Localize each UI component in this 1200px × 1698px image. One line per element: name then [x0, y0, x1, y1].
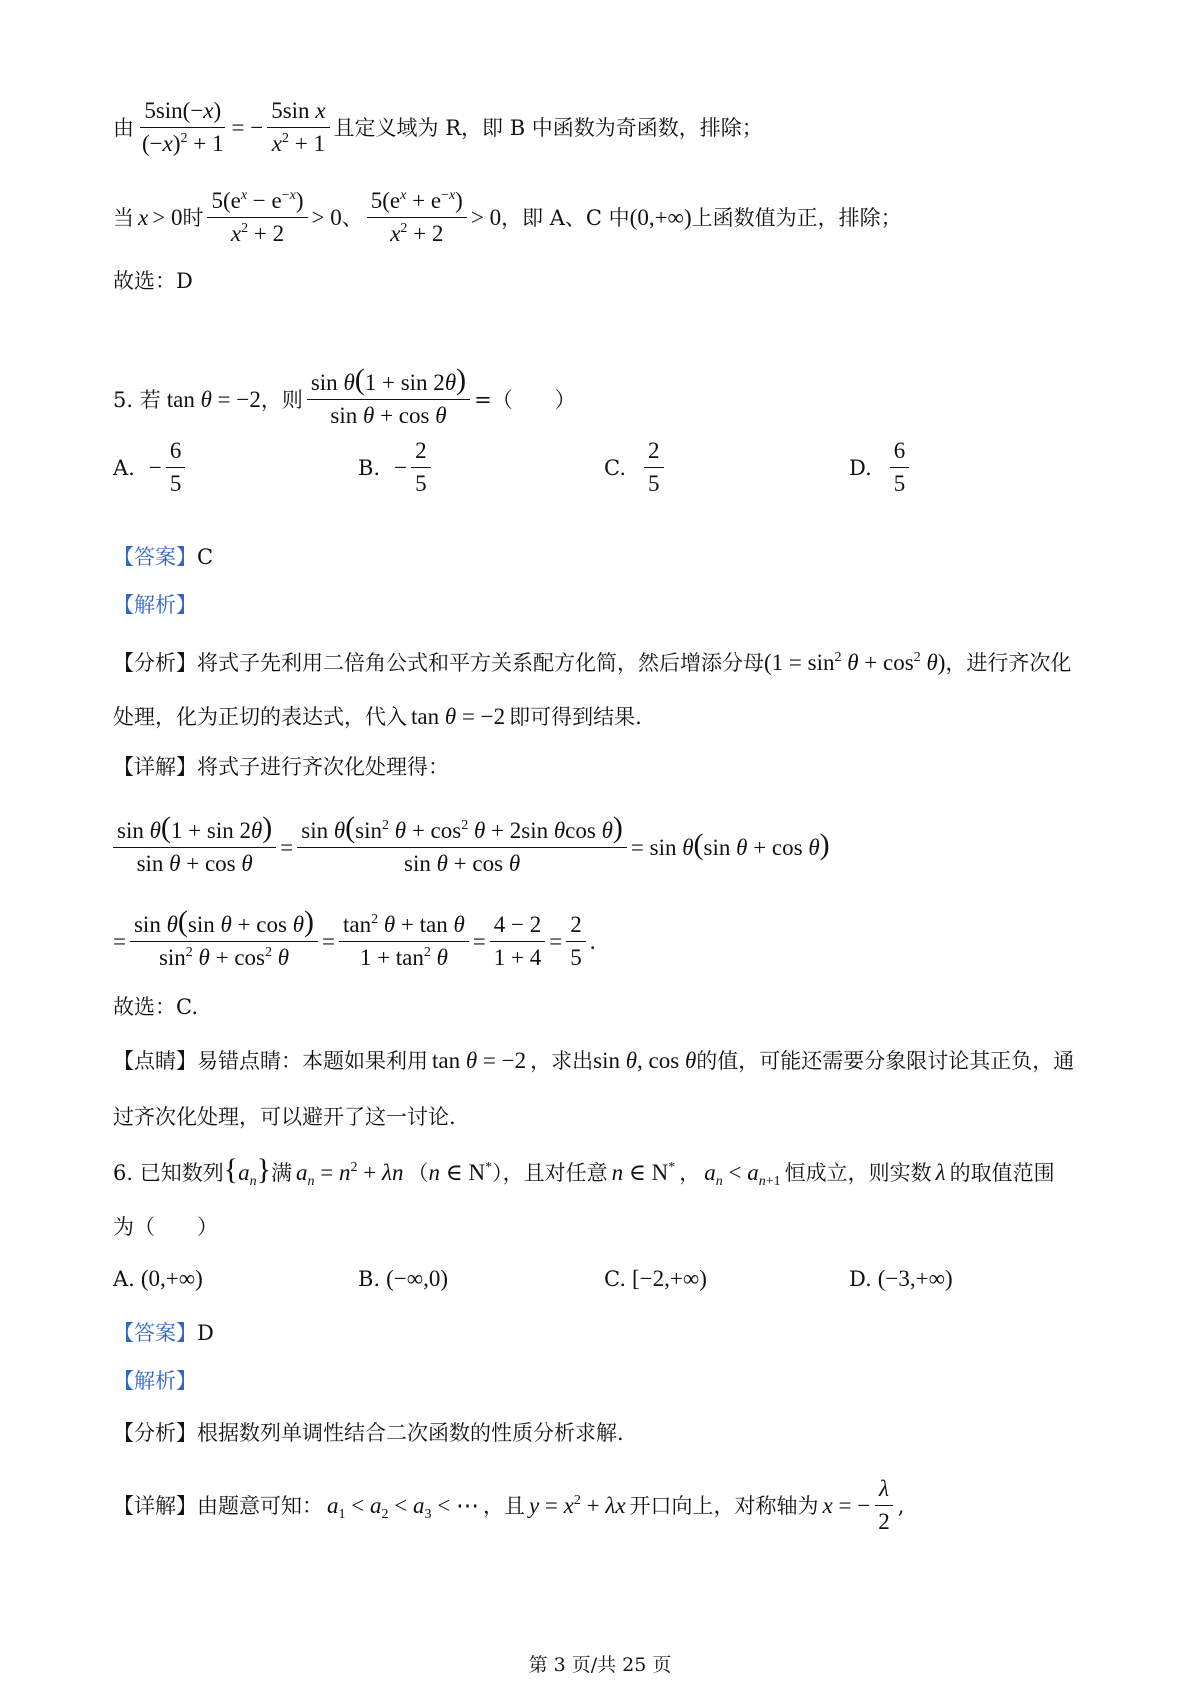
text: 满 [271, 1161, 293, 1185]
option-d: D. (−3,+∞) [849, 1266, 953, 1291]
text: 根据数列单调性结合二次函数的性质分析求解. [197, 1421, 624, 1445]
text: 处理，化为正切的表达式，代入 [113, 705, 407, 729]
fraction: $\frac{\text{sin θ(1 + sin 2θ)}}{\text{sin θ + cos θ}}$ [307, 370, 470, 429]
tag: 【详解】 [113, 1493, 197, 1518]
text: 、 [341, 205, 363, 230]
text: ，即 A、C 中 [501, 205, 630, 230]
tag: 【分析】 [113, 1421, 197, 1445]
option-b: B. − $\frac{2}{5}$ [358, 438, 435, 497]
jiexi-tag: 【解析】 [113, 593, 197, 617]
tag: 【点睛】 [113, 1049, 197, 1073]
fraction: $\frac{5\sin(-x)}{(-x)^2 + 1}$ [142, 98, 224, 156]
jiexi-6 [113, 1366, 1110, 1396]
tag: 【详解】 [113, 755, 197, 779]
text: ，求出 [530, 1049, 594, 1073]
text: 由题意可知： [197, 1493, 323, 1518]
text: ，且 [482, 1493, 525, 1518]
detail-5 [113, 752, 1110, 782]
answer-value: D [197, 1321, 214, 1345]
analysis-6 [113, 1418, 1110, 1448]
note-5: 【点睛】 易错点睛：本题如果利用 tan θ = −2 ，求出 sin θ, cos θ 的值，可能还需要分象限讨论其正负，通 [113, 1046, 1110, 1076]
jiexi-tag: 【解析】 [113, 1369, 197, 1393]
question-6-cont: 为（ ） [113, 1215, 218, 1239]
text: 恒成立，则实数 [784, 1161, 932, 1185]
answer-5 [113, 542, 1110, 572]
fraction: $\frac{5(e^x + e^{-x})}{x^2 + 2}$ [367, 188, 467, 247]
text: ， [679, 1161, 701, 1185]
line-positive: 当 x > 0 时 $\frac{5(e^x - e^{-x})}{x^2 + 2}$ > 0 、 $\frac{5(e^x + e^{-x})}{x^2 + 2}$ > 0 ，即 A、C 中 (0,+∞) 上函数值为正，排除； [113, 188, 902, 246]
text: 的取值范围 [949, 1161, 1055, 1185]
option-a: A. − $\frac{6}{5}$ [113, 438, 189, 497]
answer-value: C [197, 545, 214, 569]
text: ，进行齐次化 [945, 651, 1072, 675]
text: ，则 [260, 387, 303, 412]
option-c: C. $\frac{2}{5}$ [604, 438, 668, 497]
note-5-cont: 过齐次化处理，可以避开了这一讨论. [113, 1105, 456, 1129]
text: 即可得到结果. [509, 705, 642, 729]
jiexi-5 [113, 590, 1110, 620]
text: 将式子先利用二倍角公式和平方关系配方化简，然后增添分母 [197, 651, 764, 675]
text: 且定义域为 R，即 B 中函数为奇函数，排除； [333, 115, 763, 140]
text: 将式子进行齐次化处理得： [197, 755, 449, 779]
interval: (0,+∞) [629, 204, 692, 230]
text: （ [407, 1161, 429, 1185]
blank: =（ ） [474, 387, 576, 412]
text: 上函数值为正，排除； [691, 205, 902, 230]
line-odd-function: 由 $\frac{5\sin(-x)}{(-x)^2 + 1}$ = − $\frac{\text{5sin x}}{x^2 + 1}$ 且定义域为 R，即 B 中函数为奇函数，排除； [113, 98, 763, 156]
answer-tag: 【答案】 [113, 545, 197, 569]
question-5: 5. 若 tan θ = −2 ，则 $\frac{\text{sin θ(1 + sin 2θ)}}{\text{sin θ + cos θ}}$ =（ ） [113, 363, 576, 428]
derivation-2: = $\frac{\text{sin θ(sin θ + cos θ)}}{\sin^2 \theta + \cos^2 \theta}$ = $\frac{\tan^2 \theta + \tan \theta}{1 + \tan^2 \theta}$ = $\frac{4 - 2}{1 + 4}$ = $\frac{2}{5}$ . [113, 905, 596, 970]
tag: 【分析】 [113, 651, 197, 675]
choose-d: 故选：D [113, 269, 193, 293]
option-d: D. $\frac{6}{5}$ [849, 438, 913, 497]
option-c: C. [−2,+∞) [604, 1266, 707, 1291]
option-a: A. (0,+∞) [113, 1266, 203, 1291]
fraction: $\frac{5(e^x - e^{-x})}{x^2 + 2}$ [207, 188, 307, 247]
text: 易错点睛：本题如果利用 [197, 1049, 428, 1073]
fraction: $\frac{\text{5sin x}}{x^2 + 1}$ [267, 98, 329, 157]
text: ），且对任意 [492, 1161, 608, 1185]
answer-6 [113, 1318, 1110, 1348]
option-b: B. (−∞,0) [358, 1266, 449, 1291]
answer-tag: 【答案】 [113, 1321, 197, 1345]
choose-c: 故选：C. [113, 995, 198, 1019]
text: 由 [113, 115, 134, 140]
analysis-5-cont: 处理，化为正切的表达式，代入 tan θ = −2 即可得到结果. [113, 702, 1110, 732]
detail-6: 【详解】 由题意可知： $a_1 < a_2 < a_3$ < ⋯ ，且 $y = x^2 + \lambda x$ 开口向上，对称轴为 x = − $\frac{\lambda}{2}$ , [113, 1476, 905, 1534]
page-footer: 第 3 页/共 25 页 [528, 1654, 672, 1676]
q-number: 6. 已知数列 [113, 1161, 224, 1185]
analysis-5: 【分析】 将式子先利用二倍角公式和平方关系配方化简，然后增添分母 $(1 = \sin^2 \theta + \cos^2 \theta)$ ，进行齐次化 [113, 648, 1110, 678]
text: 开口向上，对称轴为 [629, 1493, 819, 1518]
question-6: 6. 已知数列 $\{a_n\}$ 满 $a_n = n^2 + \lambda n$ （ n ∈ N* ），且对任意 n ∈ N* ， $a_n < a_{n+1}$ 恒成立，则实数 λ 的取值范围 [113, 1153, 1055, 1189]
text: 当 [113, 205, 134, 230]
text: 的值，可能还需要分象限讨论其正负，通 [696, 1049, 1075, 1073]
derivation-1: $\frac{\text{sin θ(1 + sin 2θ)}}{\text{sin θ + cos θ}}$ = $\frac{\sin \theta(\sin^2 \theta + \cos^2 \theta + 2\sin \theta\cos \theta)}{\text{sin θ + cos θ}}$ = sin θ(sin θ + cos θ) [113, 818, 1110, 877]
q-number: 5. 若 [113, 387, 161, 412]
